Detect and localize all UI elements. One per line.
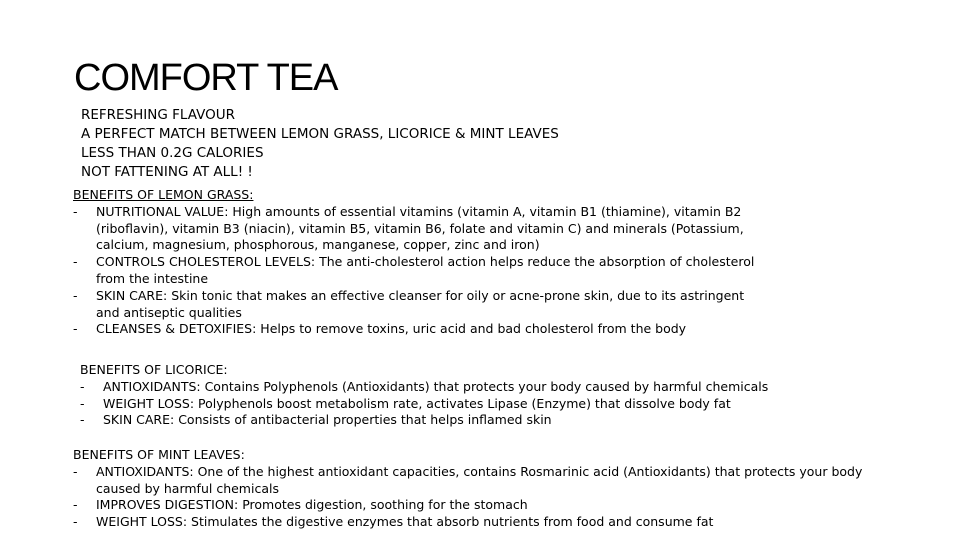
bullet-dash: - [73,321,78,337]
bullet-dash: - [73,497,78,513]
benefit-label: SKIN CARE: [96,287,168,303]
benefit-text: Consists of antibacterial properties that helps inflamed skin [174,412,552,428]
benefit-text: Contains Polyphenols (Antioxidants) that protects your body caused by harmful chemicals [200,378,769,394]
intro-line: NOT FATTENING AT ALL! ! [81,164,253,180]
mint-leaves-heading: BENEFITS OF MINT LEAVES: [73,447,245,462]
lemon-grass-section [73,187,763,338]
benefit-item [73,464,863,498]
mint-leaves-section [73,447,863,531]
bullet-dash: - [73,203,78,219]
licorice-section [80,362,840,429]
lemon-grass-benefits [73,204,763,338]
benefit-item [80,412,840,429]
benefit-item [73,204,763,254]
benefit-item [73,254,763,288]
benefit-label: NUTRITIONAL VALUE: [96,203,229,219]
benefit-label: CLEANSES & DETOXIFIES: [96,321,257,337]
lemon-grass-heading: BENEFITS OF LEMON GRASS: [73,187,254,202]
intro-line: A PERFECT MATCH BETWEEN LEMON GRASS, LICORICE & MINT LEAVES [81,126,559,142]
benefit-text: Stimulates the digestive enzymes that absorb nutrients from food and consume fat [187,514,714,530]
benefit-text: The anti-cholesterol action helps reduce the absorption of cholesterol from the intestine [96,254,755,286]
benefit-item [73,288,763,322]
benefit-item [73,514,863,531]
benefit-label: WEIGHT LOSS: [103,395,195,411]
benefit-label: IMPROVES DIGESTION: [96,497,239,513]
benefit-label: CONTROLS CHOLESTEROL LEVELS: [96,254,316,270]
benefit-label: ANTIOXIDANTS: [96,463,194,479]
benefit-label: ANTIOXIDANTS: [103,378,201,394]
bullet-dash: - [80,395,85,411]
bullet-dash: - [73,287,78,303]
benefit-item [80,379,840,396]
benefit-text: Polyphenols boost metabolism rate, activates Lipase (Enzyme) that dissolve body fat [194,395,731,411]
bullet-dash: - [73,514,78,530]
benefit-item [73,497,863,514]
mint-leaves-benefits [73,464,863,531]
intro-list [81,106,559,182]
bullet-dash: - [73,254,78,270]
benefit-label: WEIGHT LOSS: [96,514,188,530]
bullet-dash: - [80,412,85,428]
benefit-label: SKIN CARE: [103,412,175,428]
benefit-text: Helps to remove toxins, uric acid and bad cholesterol from the body [256,321,687,337]
page-title: COMFORT TEA [74,57,338,99]
benefit-item [73,321,763,338]
licorice-heading: BENEFITS OF LICORICE: [80,362,228,377]
benefit-text: Skin tonic that makes an effective cleanser for oily or acne-prone skin, due to its astringent and antiseptic qualities [96,287,745,320]
bullet-dash: - [73,463,78,479]
licorice-benefits [80,379,840,429]
benefit-text: One of the highest antioxidant capacities, contains Rosmarinic acid (Antioxidants) that protects your body caused by harmful chemicals [96,463,863,496]
benefit-item [80,396,840,413]
intro-line: LESS THAN 0.2G CALORIES [81,145,264,161]
benefit-text: High amounts of essential vitamins (vitamin A, vitamin B1 (thiamine), vitamin B2 (riboflavin), vitamin B3 (niacin), vitamin B5, vitamin B6, folate and vitamin C) and minerals (Potassium, calcium, magnesium, phosphorous, manganese, copper, zinc and iron) [96,203,744,253]
intro-line: REFRESHING FLAVOUR [81,107,235,123]
bullet-dash: - [80,378,85,394]
benefit-text: Promotes digestion, soothing for the stomach [238,497,528,513]
